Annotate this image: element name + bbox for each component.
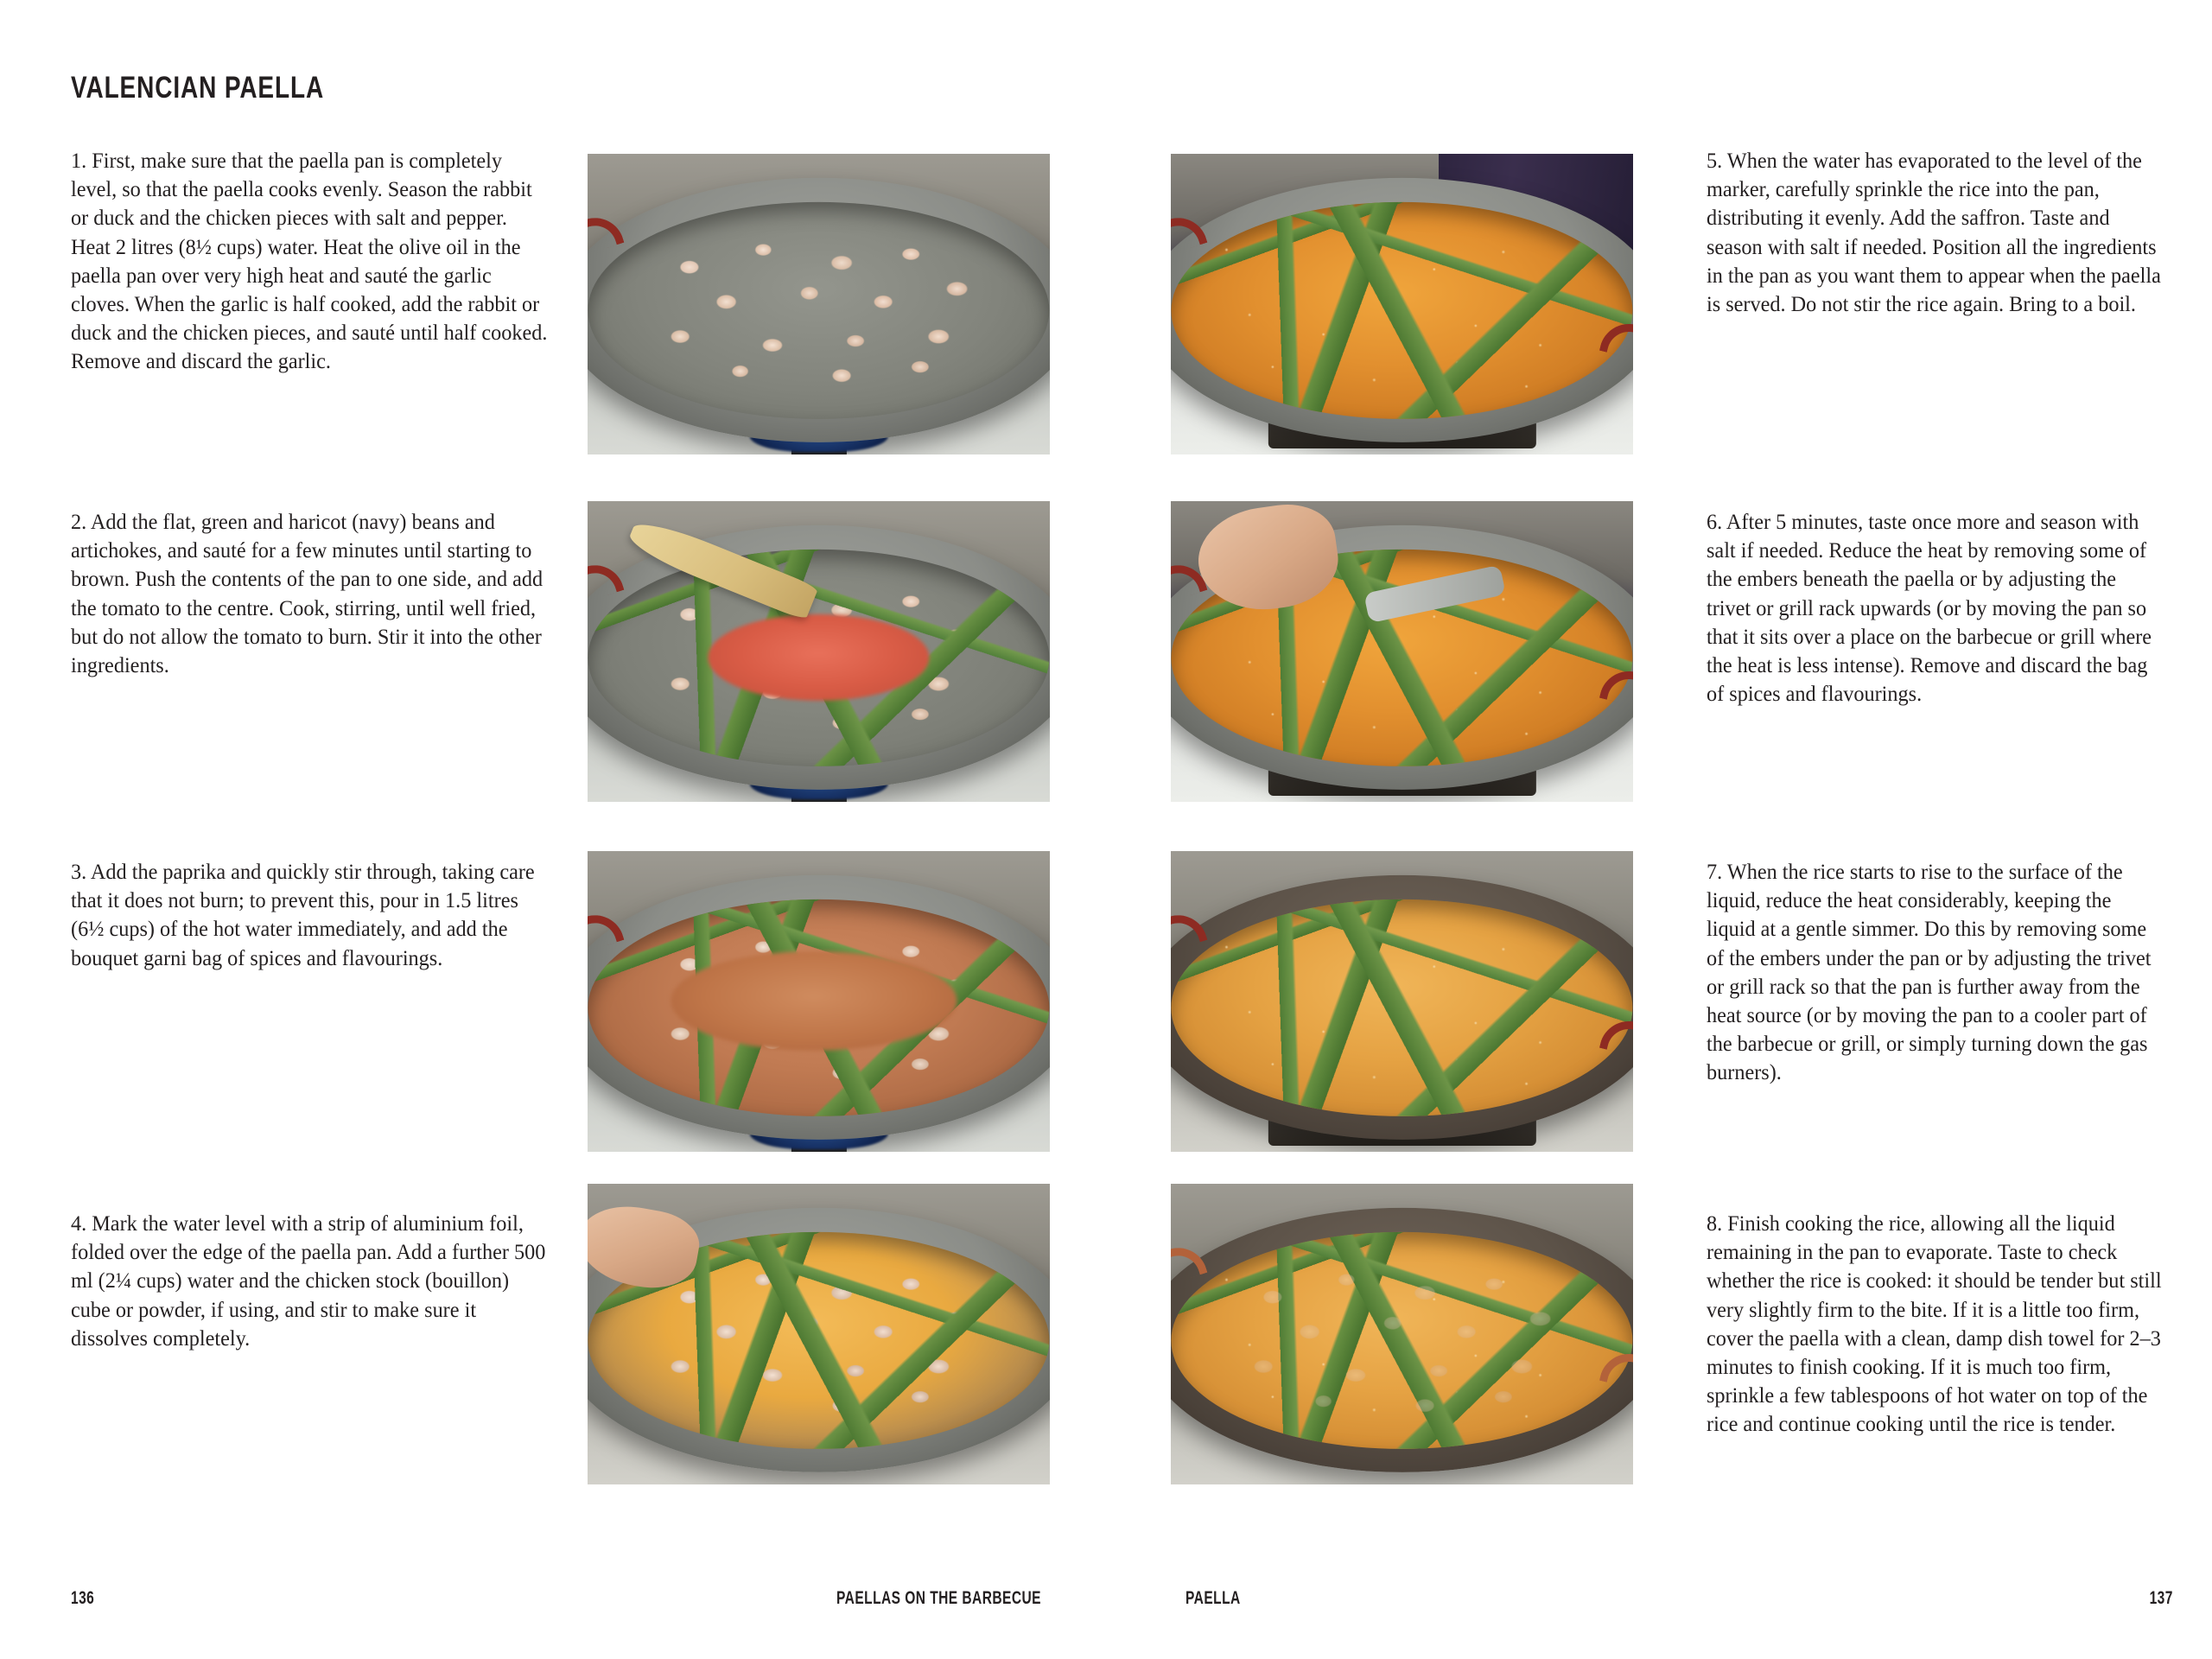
step-5-text: 5. When the water has evaporated to the level of the marker, carefully sprinkle the rice into the pan, distributing it evenly. Add the saffron. Taste and season with salt if needed. Position all the ingredients in the pan as you want them to appear when the paella is served. Do not stir the rice again. Bring to a boil. <box>1707 149 2161 317</box>
step-7-photo <box>1171 851 1633 1152</box>
left-page-number: 136 <box>71 1588 95 1608</box>
left-running-head: PAELLAS ON THE BARBECUE <box>836 1588 1041 1608</box>
step-8-photo <box>1171 1184 1633 1484</box>
step-2-photo <box>588 501 1050 802</box>
step-3-photo <box>588 851 1050 1152</box>
step-2-text: 2. Add the flat, green and haricot (navy) beans and artichokes, and sauté for a few minutes until starting to brown. Push the contents of the pan to one side, and add the tomato to the centre. Cook, stirring, until well fried, but do not allow the tomato to burn. Stir it into the other ingredients. <box>71 510 543 678</box>
step-4-photo <box>588 1184 1050 1484</box>
right-page-number: 137 <box>2149 1588 2173 1608</box>
right-running-head: PAELLA <box>1185 1588 1241 1608</box>
step-8-text: 8. Finish cooking the rice, allowing all the liquid remaining in the pan to evaporate. Taste to check whether the rice is cooked: it should be tender but still very slightly firm to the bite. If it is a little too firm, cover the paella with a clean, damp dish towel for 2–3 minutes to finish cooking. If it is much too firm, sprinkle a few tablespoons of hot water on top of the rice and continue cooking until the rice is tender. <box>1707 1211 2162 1437</box>
step-1-text: 1. First, make sure that the paella pan is completely level, so that the paella cooks evenly. Season the rabbit or duck and the chicken pieces with salt and pepper. Heat 2 litres (8½ cups) water. Heat the olive oil in the paella pan over very high heat and sauté the garlic cloves. When the garlic is half cooked, add the rabbit or duck and the chicken pieces, and sauté until half cooked. Remove and discard the garlic. <box>71 149 548 374</box>
step-4-text: 4. Mark the water level with a strip of aluminium foil, folded over the edge of the paella pan. Add a further 500 ml (2¼ cups) water and the chicken stock (bouillon) cube or powder, if using, and stir to make sure it dissolves completely. <box>71 1211 546 1351</box>
page-title: VALENCIAN PAELLA <box>71 71 325 105</box>
step-6-text: 6. After 5 minutes, taste once more and season with salt if needed. Reduce the heat by removing some of the embers beneath the paella or by adjusting the trivet or grill rack upwards (or by moving the pan so that it sits over a place on the barbecue or grill where the heat is less intense). Remove and discard the bag of spices and flavourings. <box>1707 510 2152 707</box>
step-7-text: 7. When the rice starts to rise to the surface of the liquid, reduce the heat considerably, keeping the liquid at a gentle simmer. Do this by removing some of the embers under the pan or by adjusting the trivet or grill rack so that the pan is further away from the heat source (or by moving the pan to a cooler part of the barbecue or grill, or simply turning down the gas burners). <box>1707 860 2152 1085</box>
step-3-text: 3. Add the paprika and quickly stir through, taking care that it does not burn; to prevent this, pour in 1.5 litres (6½ cups) of the hot water immediately, and add the bouquet garni bag of spices and flavourings. <box>71 860 535 970</box>
step-1-photo <box>588 154 1050 454</box>
step-6-photo <box>1171 501 1633 802</box>
step-5-photo <box>1171 154 1633 454</box>
